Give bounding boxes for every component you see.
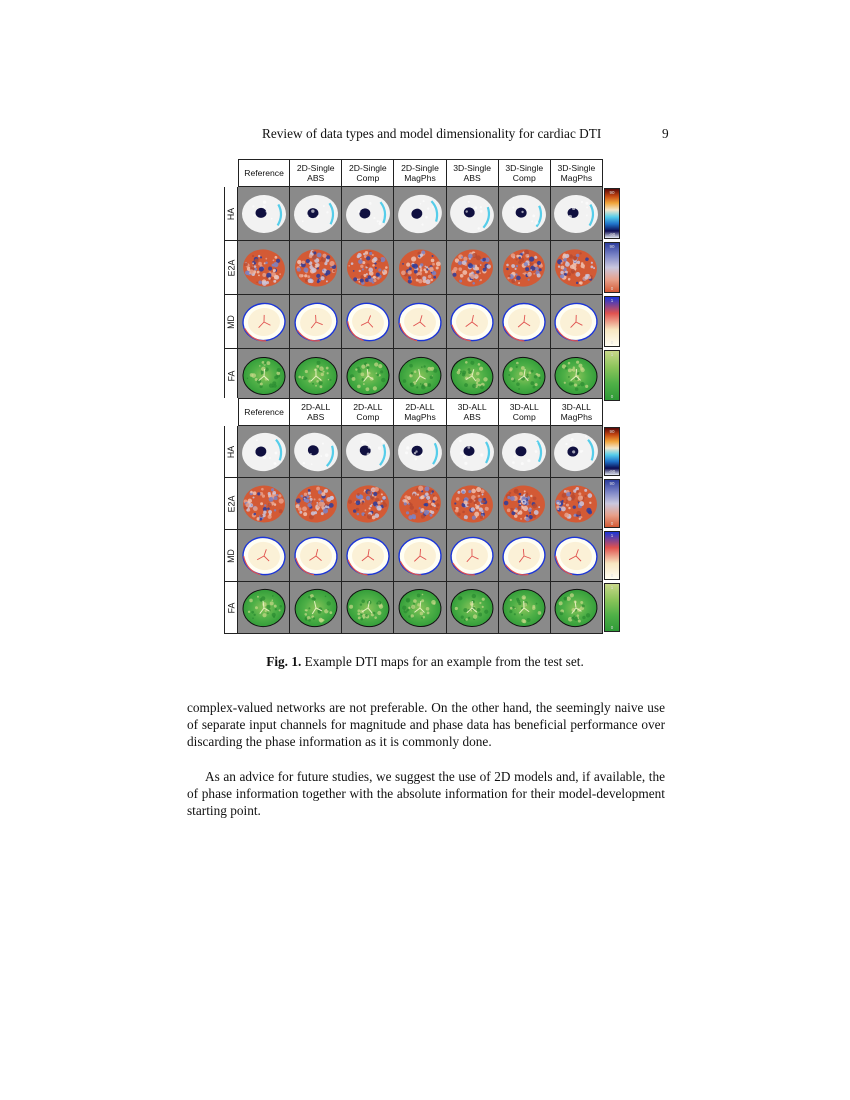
row-label	[224, 478, 238, 530]
row-label	[224, 349, 238, 403]
dti-map-e2a	[396, 246, 444, 290]
map-cell-md	[394, 530, 446, 582]
map-cell-e2a	[290, 241, 342, 295]
dti-map-ha	[396, 192, 444, 236]
dti-map-md	[292, 534, 340, 578]
map-cell-fa	[238, 582, 290, 634]
dti-map-fa	[240, 586, 288, 630]
dti-map-ha	[396, 430, 444, 474]
colorbar-max: 90	[609, 190, 615, 195]
dti-map-ha	[500, 430, 548, 474]
dti-map-fa	[500, 354, 548, 398]
map-cell-md	[551, 295, 603, 349]
dti-map-md	[396, 300, 444, 344]
row-label	[224, 295, 238, 349]
map-cell-e2a	[447, 478, 499, 530]
map-cell-fa	[499, 582, 551, 634]
row-label-text: HA	[226, 445, 237, 458]
dti-map-md	[500, 534, 548, 578]
map-cell-fa	[447, 582, 499, 634]
dti-map-fa	[344, 354, 392, 398]
column-header: 2D-ALL MagPhs	[394, 398, 446, 426]
colorbar-max: 90	[609, 244, 615, 249]
colorbar-min: 0	[610, 573, 614, 578]
dti-map-e2a	[292, 246, 340, 290]
dti-map-fa	[344, 586, 392, 630]
figure-caption	[0, 654, 850, 670]
map-cell-e2a	[238, 478, 290, 530]
body-paragraph-1: complex-valued networks are not preferable. On the other hand, the seemingly naive use of separate input channels for magnitude and phase data has beneficial performance over discarding the phase information as it is commonly done.	[187, 700, 665, 749]
running-header: Review of data types and model dimensionality for cardiac DTI	[262, 126, 602, 141]
figure-caption-text: Example DTI maps for an example from the test set.	[301, 654, 584, 669]
colorbar-ha	[604, 427, 620, 476]
map-cell-md	[447, 295, 499, 349]
row-label-text: MD	[226, 314, 236, 329]
map-cell-md	[290, 530, 342, 582]
map-cell-e2a	[238, 241, 290, 295]
colorbar-max: 90	[609, 481, 615, 486]
map-cell-ha	[447, 426, 499, 478]
column-header: 2D-ALL ABS	[290, 398, 342, 426]
dti-map-md	[344, 300, 392, 344]
map-cell-e2a	[290, 478, 342, 530]
row-label-text: FA	[225, 370, 236, 381]
map-cell-fa	[342, 349, 394, 403]
dti-map-e2a	[240, 482, 288, 526]
map-cell-ha	[238, 187, 290, 241]
dti-map-fa	[396, 586, 444, 630]
map-cell-ha	[499, 426, 551, 478]
dti-map-md	[292, 300, 340, 344]
colorbar-min: -90	[608, 469, 616, 474]
row-label-text: E2A	[226, 495, 237, 512]
dti-map-fa	[292, 354, 340, 398]
map-cell-ha	[342, 426, 394, 478]
colorbar-fa	[604, 350, 620, 401]
dti-map-ha	[240, 192, 288, 236]
dti-map-fa	[292, 586, 340, 630]
row-label-text: MD	[226, 548, 236, 563]
dti-map-e2a	[344, 482, 392, 526]
map-cell-e2a	[342, 478, 394, 530]
dti-map-e2a	[552, 482, 600, 526]
column-header: 3D-ALL MagPhs	[551, 398, 603, 426]
dti-map-e2a	[500, 482, 548, 526]
map-cell-e2a	[551, 478, 603, 530]
figure-panel-single	[224, 159, 603, 403]
map-cell-e2a	[342, 241, 394, 295]
row-label-text: FA	[225, 602, 236, 613]
figure-caption-label: Fig. 1.	[266, 654, 302, 669]
column-header: 3D-ALL ABS	[447, 398, 499, 426]
map-cell-ha	[499, 187, 551, 241]
map-cell-e2a	[447, 241, 499, 295]
dti-map-fa	[448, 586, 496, 630]
dti-map-ha	[552, 192, 600, 236]
body-paragraph-2: As an advice for future studies, we suggest the use of 2D models and, if available, the of phase information together with the absolute information for their model-development starting point.	[187, 769, 665, 818]
dti-map-e2a	[448, 482, 496, 526]
map-cell-md	[447, 530, 499, 582]
row-label	[224, 530, 238, 582]
column-header: 3D-ALL Comp	[499, 398, 551, 426]
map-cell-e2a	[551, 241, 603, 295]
dti-map-fa	[500, 586, 548, 630]
colorbar-min: 0	[610, 286, 614, 291]
dti-map-ha	[292, 192, 340, 236]
map-cell-e2a	[394, 241, 446, 295]
dti-map-md	[552, 300, 600, 344]
row-label	[224, 426, 238, 478]
column-header: 2D-Single MagPhs	[394, 159, 446, 187]
dti-map-md	[448, 534, 496, 578]
dti-map-md	[448, 300, 496, 344]
dti-map-e2a	[292, 482, 340, 526]
column-header: 3D-Single ABS	[447, 159, 499, 187]
dti-map-ha	[552, 430, 600, 474]
row-label-text: E2A	[226, 259, 237, 276]
dti-map-e2a	[552, 246, 600, 290]
dti-map-e2a	[240, 246, 288, 290]
column-header: 2D-Single ABS	[290, 159, 342, 187]
map-cell-ha	[447, 187, 499, 241]
row-label	[224, 582, 238, 634]
map-cell-ha	[238, 426, 290, 478]
column-header: 2D-ALL Comp	[342, 398, 394, 426]
map-cell-e2a	[499, 241, 551, 295]
panel-corner	[224, 159, 238, 187]
map-cell-fa	[394, 582, 446, 634]
column-header: 2D-Single Comp	[342, 159, 394, 187]
dti-map-fa	[396, 354, 444, 398]
map-cell-md	[499, 295, 551, 349]
dti-map-e2a	[500, 246, 548, 290]
colorbar-e2a	[604, 479, 620, 528]
colorbar-md	[604, 296, 620, 347]
map-cell-ha	[290, 187, 342, 241]
dti-map-md	[396, 534, 444, 578]
map-cell-md	[290, 295, 342, 349]
dti-map-e2a	[344, 246, 392, 290]
map-cell-fa	[342, 582, 394, 634]
colorbar-min: 0	[610, 625, 614, 630]
map-cell-ha	[394, 426, 446, 478]
row-label	[224, 187, 238, 241]
panel-corner	[224, 398, 238, 426]
map-cell-ha	[551, 426, 603, 478]
map-cell-fa	[290, 349, 342, 403]
dti-map-e2a	[396, 482, 444, 526]
colorbar-fa	[604, 583, 620, 632]
colorbar-e2a	[604, 242, 620, 293]
dti-map-md	[500, 300, 548, 344]
row-label	[224, 241, 238, 295]
colorbar-max: 1	[610, 298, 614, 303]
dti-map-md	[552, 534, 600, 578]
map-cell-ha	[551, 187, 603, 241]
map-cell-fa	[394, 349, 446, 403]
dti-map-ha	[500, 192, 548, 236]
map-cell-fa	[447, 349, 499, 403]
dti-map-ha	[240, 430, 288, 474]
map-cell-fa	[238, 349, 290, 403]
map-cell-md	[499, 530, 551, 582]
map-cell-fa	[551, 582, 603, 634]
map-cell-md	[238, 295, 290, 349]
map-cell-ha	[290, 426, 342, 478]
colorbar-max: 1	[610, 533, 614, 538]
column-header: 3D-Single Comp	[499, 159, 551, 187]
colorbar-min: -90	[608, 232, 616, 237]
map-cell-fa	[290, 582, 342, 634]
dti-map-fa	[240, 354, 288, 398]
colorbar-max: 1	[610, 585, 614, 590]
dti-map-fa	[552, 586, 600, 630]
dti-map-ha	[448, 192, 496, 236]
column-header: Reference	[238, 398, 290, 426]
map-cell-md	[342, 295, 394, 349]
map-cell-md	[551, 530, 603, 582]
map-cell-e2a	[394, 478, 446, 530]
colorbar-min: 0	[610, 394, 614, 399]
colorbar-min: 0	[610, 521, 614, 526]
map-cell-ha	[342, 187, 394, 241]
dti-map-fa	[552, 354, 600, 398]
map-cell-fa	[499, 349, 551, 403]
colorbar-max: 90	[609, 429, 615, 434]
page-number: 9	[662, 126, 669, 141]
map-cell-fa	[551, 349, 603, 403]
dti-map-md	[240, 300, 288, 344]
figure-panel-all	[224, 398, 603, 634]
map-cell-md	[238, 530, 290, 582]
dti-map-ha	[344, 192, 392, 236]
row-label-text: HA	[226, 207, 237, 220]
colorbar-min: 0	[610, 340, 614, 345]
dti-map-e2a	[448, 246, 496, 290]
dti-map-ha	[292, 430, 340, 474]
colorbar-max: 1	[610, 352, 614, 357]
dti-map-md	[344, 534, 392, 578]
dti-map-ha	[344, 430, 392, 474]
dti-map-ha	[448, 430, 496, 474]
colorbar-ha	[604, 188, 620, 239]
column-header: 3D-Single MagPhs	[551, 159, 603, 187]
map-cell-md	[394, 295, 446, 349]
dti-map-fa	[448, 354, 496, 398]
column-header: Reference	[238, 159, 290, 187]
map-cell-ha	[394, 187, 446, 241]
dti-map-md	[240, 534, 288, 578]
colorbar-md	[604, 531, 620, 580]
map-cell-md	[342, 530, 394, 582]
map-cell-e2a	[499, 478, 551, 530]
